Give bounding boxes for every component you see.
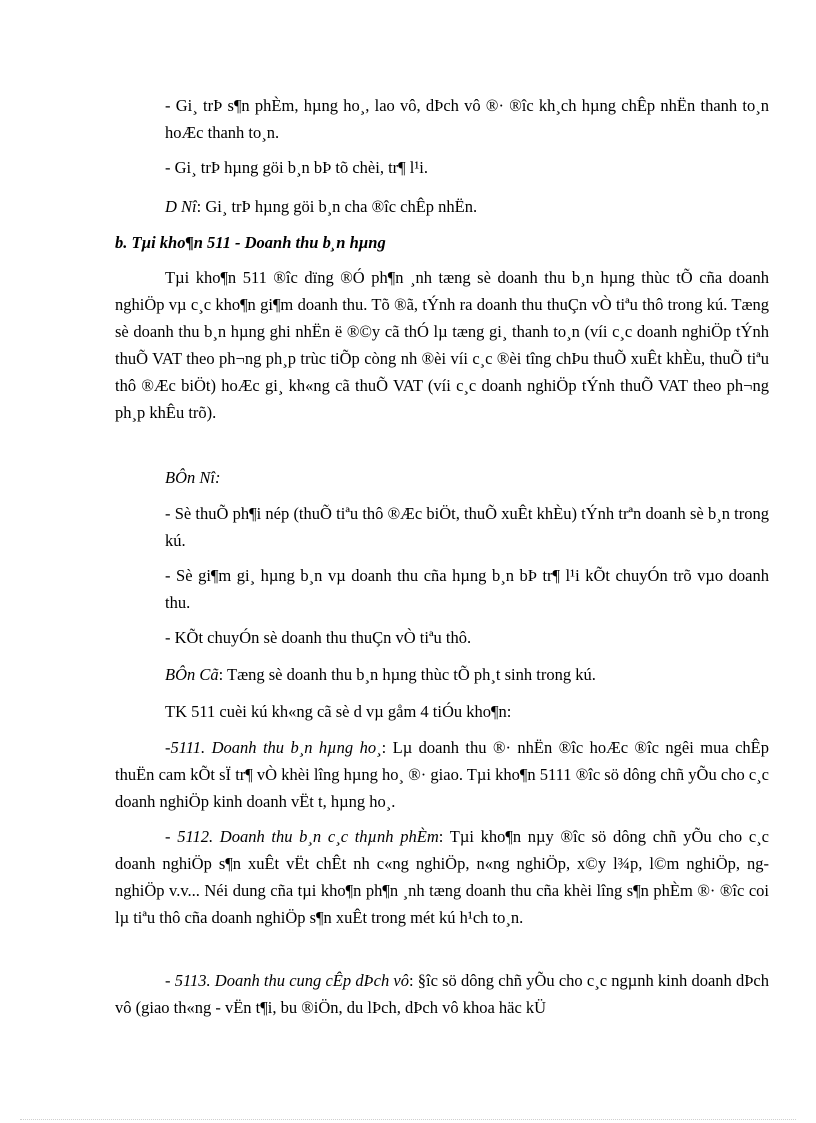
paragraph-returned-goods <box>165 154 769 181</box>
page-bottom-divider <box>20 1119 796 1120</box>
ben-co-text: : Tæng sè doanh thu b¸n hµng thùc tÕ ph¸t sinh trong kú. <box>218 665 596 684</box>
du-no-text: : Gi¸ trÞ hµng göi b¸n cha ®îc chÊp nhËn. <box>196 197 478 216</box>
paragraph-value-accepted <box>165 92 769 146</box>
account-5112-text: : Tµi kho¶n nµy ®îc sö dông chñ yÕu cho c¸c doanh nghiÖp s¶n xuÊt vËt chÊt nh c«ng nghiÖp, n«ng nghiÖp, x©y l¾p, l©m nghiÖp, ng nghiÖp v.v... Néi dung cña tµi kho¶n ph¶n ¸nh tæng doanh thu cña khèi lîng s¶n phÈm ®· ®îc coi lµ tiªu thô cña doanh nghiÖp s¶n xuÊt trong mét kú h¹ch to¸n. <box>115 827 770 927</box>
paragraph-5111 <box>115 734 769 815</box>
paragraph-5113 <box>115 967 769 1021</box>
paragraph-ben-co <box>165 661 769 688</box>
paragraph-text: - Sè gi¶m gi¸ hµng b¸n vµ doanh thu cña hµng b¸n bÞ tr¶ l¹i kÕt chuyÓn trõ vµo doanh thu. <box>165 566 769 612</box>
ben-co-label: BÔn Cã <box>165 665 219 684</box>
paragraph-sub-accounts-intro <box>165 698 769 725</box>
paragraph-text: - KÕt chuyÓn sè doanh thu thuÇn vÒ tiªu thô. <box>165 628 472 647</box>
paragraph-account-511-description <box>115 264 769 426</box>
account-5113-text: : §îc sö dông chñ yÕu cho c¸c ngµnh kinh doanh dÞch vô (giao th«ng - vËn t¶i, bu ®iÖn, du lÞch, dÞch vô khoa häc kÜ <box>115 971 769 1017</box>
account-5111-label: -5111. Doanh thu b¸n hµng ho¸ <box>165 738 382 757</box>
paragraph-text: - Gi¸ trÞ s¶n phÈm, hµng ho¸, lao vô, dÞch vô ®· ®îc kh¸ch hµng chÊp nhËn thanh to¸n hoÆc thanh to¸n. <box>165 96 769 142</box>
account-5112-label: - 5112. Doanh thu b¸n c¸c thµnh phÈm <box>165 827 439 846</box>
paragraph-du-no <box>165 193 769 220</box>
paragraph-text: - Sè thuÕ ph¶i nép (thuÕ tiªu thô ®Æc biÖt, thuÕ xuÊt khÈu) tÝnh trªn doanh sè b¸n trong kú. <box>165 504 769 550</box>
heading-text: b. Tµi kho¶n 511 - Doanh thu b¸n hµng <box>115 233 386 252</box>
account-5111-text: : Lµ doanh thu ®· nhËn ®îc hoÆc ®îc ngêi mua chÊp thuËn cam kÕt sÏ tr¶ vÒ khèi lîng hµng ho¸ ®· giao. Tµi kho¶n 5111 ®îc sö dông chñ yÕu cho c¸c doanh nghiÖp kinh doanh vËt t, hµng ho¸. <box>115 738 769 811</box>
paragraph-5112 <box>115 823 769 931</box>
paragraph-text: - Gi¸ trÞ hµng göi b¸n bÞ tõ chèi, tr¶ l¹i. <box>165 158 428 177</box>
paragraph-tax-payable <box>165 500 769 554</box>
account-5113-label: - 5113. Doanh thu cung cÊp dÞch vô <box>165 971 409 990</box>
paragraph-ben-no-label <box>165 464 769 491</box>
heading-account-511 <box>115 229 769 256</box>
paragraph-price-reduction <box>165 562 769 616</box>
ben-no-label: BÔn Nî: <box>165 468 221 487</box>
paragraph-text: Tµi kho¶n 511 ®îc dïng ®Ó ph¶n ¸nh tæng sè doanh thu b¸n hµng thùc tÕ cña doanh nghiÖp vµ c¸c kho¶n gi¶m doanh thu. Tõ ®ã, tÝnh ra doanh thu thuÇn vÒ tiªu thô trong kú. Tæng sè doanh thu b¸n hµng ghi nhËn ë ®©y cã thÓ lµ tæng gi¸ thanh to¸n (víi c¸c doanh nghiÖp tÝnh thuÕ VAT theo ph¬ng ph¸p trùc tiÕp còng nh ®èi víi c¸c ®èi tîng chÞu thuÕ xuÊt khÈu, thuÕ tiªu thô ®Æc biÖt) hoÆc gi¸ kh«ng cã thuÕ VAT (víi c¸c doanh nghiÖp tÝnh thuÕ VAT theo ph¬ng ph¸p khÊu trõ). <box>115 268 769 422</box>
du-no-label: D Nî <box>165 197 197 216</box>
paragraph-text: TK 511 cuèi kú kh«ng cã sè d vµ gåm 4 tiÓu kho¶n: <box>165 702 512 721</box>
paragraph-net-revenue-transfer <box>165 624 769 651</box>
